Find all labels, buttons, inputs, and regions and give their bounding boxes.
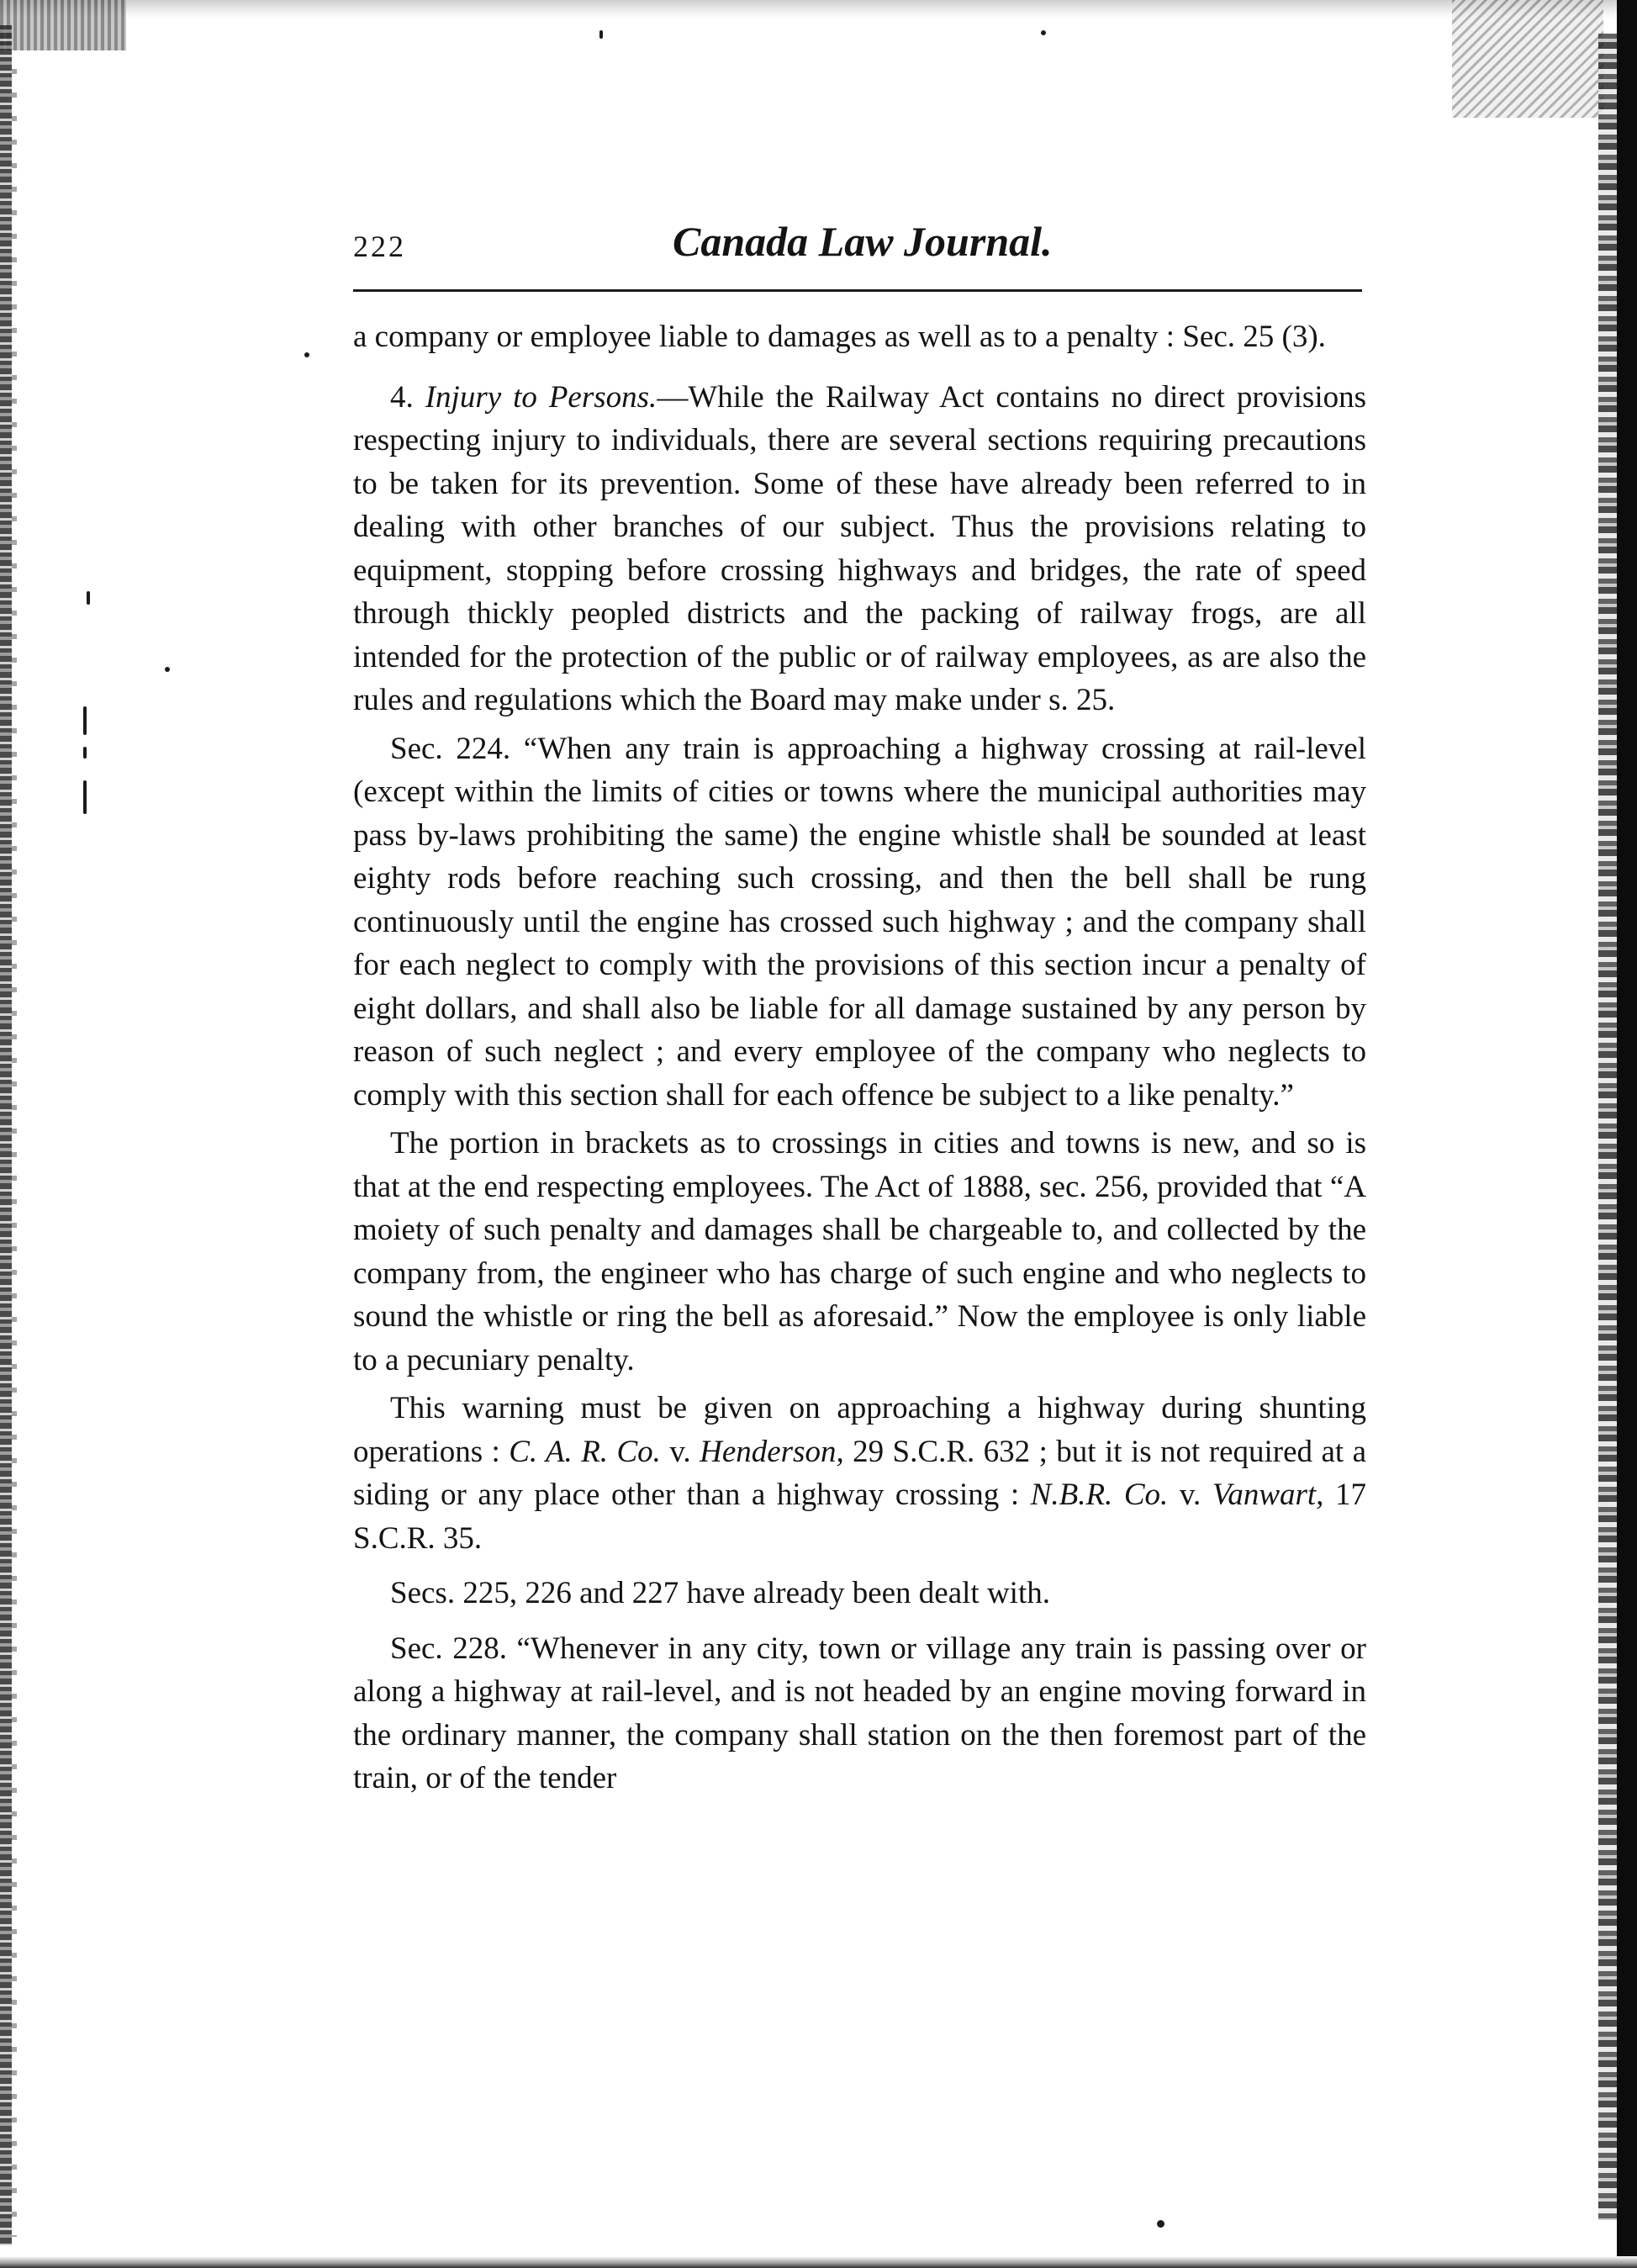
scan-corner-artifact: [0, 0, 126, 50]
scan-left-edge: [0, 25, 12, 2245]
paragraph-commentary: The portion in brackets as to crossings in cities and towns is new, and so is that at the end respecting employees. The Act of 1888, sec. 256, provided that “A moiety of such penalty and damages shall be chargeable to, and collected by the company from, the engineer who has charge of such engine and who neglects to sound the whistle or ring the bell as aforesaid.” Now the employee is only liable to a pecuniary penalty.: [353, 1126, 1366, 1377]
journal-title: Canada Law Journal.: [673, 218, 1053, 265]
scan-corner-artifact: [1452, 0, 1603, 118]
section-number: 4.: [390, 379, 414, 415]
scan-speck: [1041, 30, 1046, 35]
scan-bottom-edge: [0, 2256, 1637, 2268]
case-citation: Henderson,: [700, 1434, 844, 1469]
scan-speck: [304, 352, 309, 357]
case-citation: C. A. R. Co.: [509, 1434, 661, 1469]
header-rule: [353, 289, 1362, 292]
paragraph-text: —While the Railway Act contains no direct provisions respecting injury to individuals, there are several sections requiring precautions to be taken for its prevention. Some of these have already been referred to in dealing with other branches of our subject. Thus the provisions relating to equipment, stopping before crossing highways and bridges, the rate of speed through thickly peopled districts and the packing of railway frogs, are all intended for the protection of the public or of railway employees, as are also the rules and regulations which the Board may make under s. 25.: [353, 379, 1367, 717]
scan-speck: [87, 591, 90, 605]
scan-speck: [165, 667, 170, 672]
paragraph-text: 17 S.C.R. 35.: [353, 1478, 1366, 1556]
paragraph-injury-to-persons: [353, 376, 1366, 722]
scan-left-edge-noise: [12, 50, 17, 2237]
scan-speck: [1157, 2220, 1164, 2228]
scan-right-edge: [1617, 0, 1637, 2268]
paragraph-text: 29 S.C.R. 632 ; but it is not required at a siding or any place other than a highway crossing :: [353, 1434, 1366, 1512]
section-heading: Injury to Persons.: [425, 379, 657, 415]
scan-top-edge: [0, 0, 1637, 19]
page-body: [353, 315, 1366, 1800]
scan-speck: [599, 30, 603, 39]
versus-text: v.: [1168, 1478, 1212, 1512]
scan-speck: [83, 780, 87, 814]
versus-text: v.: [660, 1434, 700, 1469]
case-citation: N.B.R. Co.: [1030, 1478, 1169, 1512]
paragraph-sec-224: Sec. 224. “When any train is approaching a highway crossing at rail-level (except within the limits of cities or towns where the municipal authorities may pass by-laws prohibiting the same) the engine whistle shall be sounded at least eighty rods before reaching such crossing, and then the bell shall be rung continuously until the engine has crossed such highway ; and the company shall for each neglect to comply with the provisions of this section incur a penalty of eight dollars, and shall also be liable for all damage sustained by any person by reason of such neglect ; and every employee of the company who neglects to comply with this section shall for each offence be subject to a like penalty.”: [353, 731, 1366, 1113]
paragraph-secs-225-227: Secs. 225, 226 and 227 have already been dealt with.: [390, 1576, 1050, 1610]
case-citation: Vanwart,: [1212, 1478, 1324, 1512]
running-head: [353, 217, 1362, 276]
paragraph-case-citations: [353, 1387, 1366, 1560]
scan-right-edge-noise: [1598, 34, 1617, 2220]
scan-speck: [83, 747, 87, 759]
page-number: 222: [353, 230, 406, 263]
scan-speck: [83, 706, 87, 735]
paragraph-sec-228: Sec. 228. “Whenever in any city, town or village any train is passing over or along a highway at rail-level, and is not headed by an engine moving forward in the ordinary manner, the company shall station on the then foremost part of the train, or of the tender: [353, 1631, 1366, 1795]
paragraph-text: This warning must be given on approaching a highway during shunting operations :: [353, 1391, 1366, 1469]
paragraph-continuation: a company or employee liable to damages as well as to a penalty : Sec. 25 (3).: [353, 320, 1326, 354]
